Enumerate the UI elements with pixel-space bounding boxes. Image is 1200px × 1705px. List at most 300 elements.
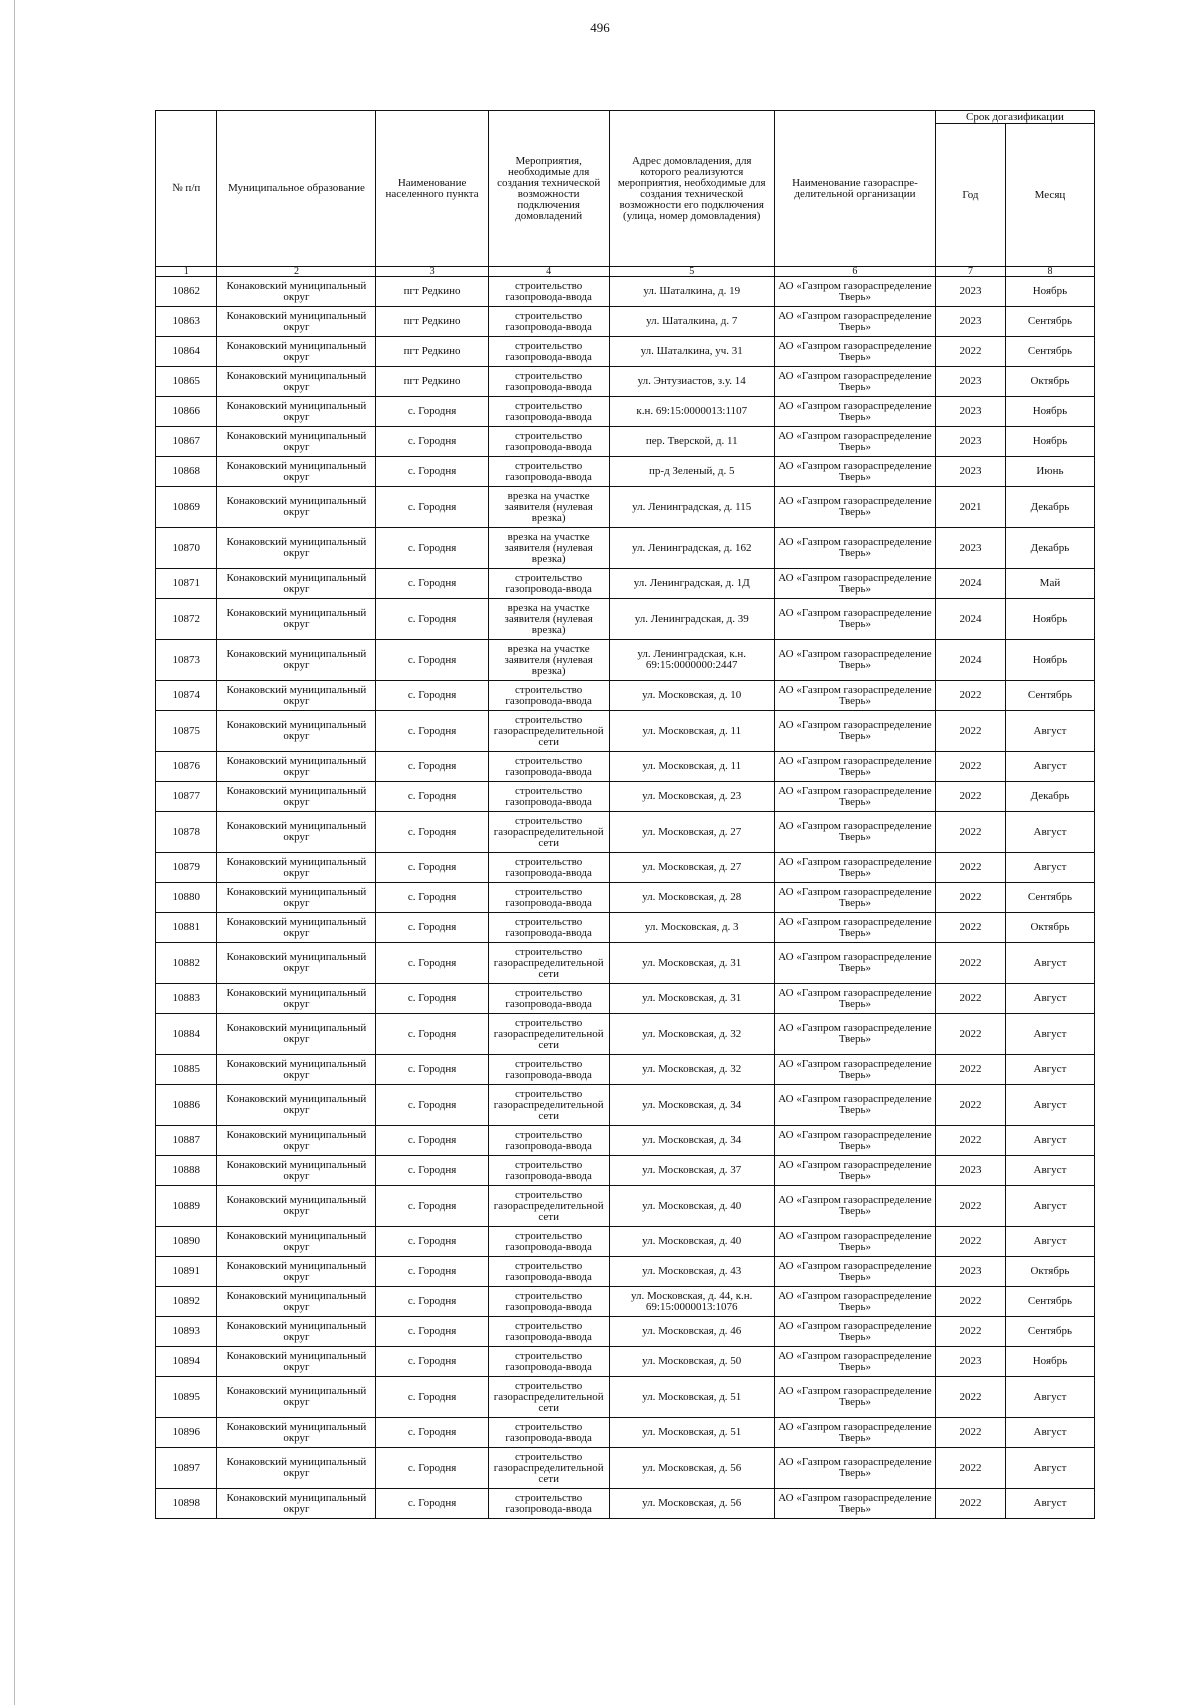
table-row <box>156 1085 1095 1126</box>
gdo-cell: АО «Газпром газораспределение Тверь» <box>774 427 935 457</box>
month-cell: Сентябрь <box>1005 307 1094 337</box>
municipality-cell: Конаковский муниципальный округ <box>217 528 376 569</box>
settlement-cell: с. Городня <box>376 1257 488 1287</box>
settlement-cell: с. Городня <box>376 427 488 457</box>
row-number: 10863 <box>156 307 217 337</box>
address-cell: ул. Московская, д. 46 <box>609 1317 774 1347</box>
measure-cell: строительство газораспределительной сети <box>488 1085 609 1126</box>
year-cell: 2023 <box>935 1347 1005 1377</box>
column-number: 7 <box>935 267 1005 277</box>
measure-cell: строительство газопровода-ввода <box>488 782 609 812</box>
settlement-cell: с. Городня <box>376 883 488 913</box>
year-cell: 2022 <box>935 883 1005 913</box>
row-number: 10869 <box>156 487 217 528</box>
settlement-cell: с. Городня <box>376 1186 488 1227</box>
measure-cell: строительство газопровода-ввода <box>488 397 609 427</box>
address-cell: ул. Ленинградская, д. 162 <box>609 528 774 569</box>
gdo-cell: АО «Газпром газораспределение Тверь» <box>774 1055 935 1085</box>
address-cell: ул. Московская, д. 37 <box>609 1156 774 1186</box>
settlement-cell: с. Городня <box>376 943 488 984</box>
measure-cell: врезка на участке заявителя (нулевая врезка) <box>488 487 609 528</box>
year-cell: 2022 <box>935 1377 1005 1418</box>
year-cell: 2023 <box>935 307 1005 337</box>
settlement-cell: с. Городня <box>376 812 488 853</box>
measure-cell: врезка на участке заявителя (нулевая врезка) <box>488 599 609 640</box>
month-cell: Сентябрь <box>1005 883 1094 913</box>
address-cell: ул. Московская, д. 28 <box>609 883 774 913</box>
settlement-cell: с. Городня <box>376 1287 488 1317</box>
municipality-cell: Конаковский муниципальный округ <box>217 1014 376 1055</box>
header-num: № п/п <box>156 111 217 267</box>
address-cell: ул. Московская, д. 51 <box>609 1418 774 1448</box>
measure-cell: строительство газопровода-ввода <box>488 1156 609 1186</box>
month-cell: Август <box>1005 984 1094 1014</box>
month-cell: Декабрь <box>1005 782 1094 812</box>
row-number: 10885 <box>156 1055 217 1085</box>
address-cell: ул. Московская, д. 44, к.н. 69:15:0000013:1076 <box>609 1287 774 1317</box>
row-number: 10871 <box>156 569 217 599</box>
year-cell: 2022 <box>935 1317 1005 1347</box>
month-cell: Октябрь <box>1005 913 1094 943</box>
header-deadline: Срок догазификации <box>935 111 1094 124</box>
settlement-cell: с. Городня <box>376 984 488 1014</box>
measure-cell: строительство газопровода-ввода <box>488 427 609 457</box>
row-number: 10881 <box>156 913 217 943</box>
month-cell: Август <box>1005 1085 1094 1126</box>
settlement-cell: с. Городня <box>376 752 488 782</box>
address-cell: ул. Московская, д. 40 <box>609 1186 774 1227</box>
address-cell: ул. Московская, д. 11 <box>609 711 774 752</box>
row-number: 10887 <box>156 1126 217 1156</box>
year-cell: 2022 <box>935 1186 1005 1227</box>
row-number: 10865 <box>156 367 217 397</box>
year-cell: 2022 <box>935 943 1005 984</box>
gdo-cell: АО «Газпром газораспределение Тверь» <box>774 1418 935 1448</box>
gdo-cell: АО «Газпром газораспределение Тверь» <box>774 711 935 752</box>
address-cell: ул. Московская, д. 23 <box>609 782 774 812</box>
address-cell: ул. Московская, д. 27 <box>609 853 774 883</box>
gdo-cell: АО «Газпром газораспределение Тверь» <box>774 1377 935 1418</box>
gdo-cell: АО «Газпром газораспределение Тверь» <box>774 913 935 943</box>
address-cell: ул. Московская, д. 10 <box>609 681 774 711</box>
measure-cell: врезка на участке заявителя (нулевая врезка) <box>488 640 609 681</box>
address-cell: ул. Московская, д. 31 <box>609 984 774 1014</box>
month-cell: Ноябрь <box>1005 397 1094 427</box>
year-cell: 2022 <box>935 1418 1005 1448</box>
month-cell: Июнь <box>1005 457 1094 487</box>
table-row <box>156 640 1095 681</box>
table-row <box>156 337 1095 367</box>
header-municipality: Муниципальное образование <box>217 111 376 267</box>
year-cell: 2023 <box>935 397 1005 427</box>
year-cell: 2022 <box>935 1014 1005 1055</box>
measure-cell: строительство газораспределительной сети <box>488 1186 609 1227</box>
month-cell: Сентябрь <box>1005 337 1094 367</box>
year-cell: 2022 <box>935 1489 1005 1519</box>
table-row <box>156 487 1095 528</box>
table-row <box>156 307 1095 337</box>
gdo-cell: АО «Газпром газораспределение Тверь» <box>774 457 935 487</box>
address-cell: к.н. 69:15:0000013:1107 <box>609 397 774 427</box>
measure-cell: строительство газопровода-ввода <box>488 1287 609 1317</box>
address-cell: ул. Шаталкина, д. 7 <box>609 307 774 337</box>
municipality-cell: Конаковский муниципальный округ <box>217 277 376 307</box>
municipality-cell: Конаковский муниципальный округ <box>217 812 376 853</box>
gdo-cell: АО «Газпром газораспределение Тверь» <box>774 1347 935 1377</box>
municipality-cell: Конаковский муниципальный округ <box>217 883 376 913</box>
row-number: 10868 <box>156 457 217 487</box>
gdo-cell: АО «Газпром газораспределение Тверь» <box>774 1287 935 1317</box>
month-cell: Август <box>1005 1186 1094 1227</box>
measure-cell: строительство газораспределительной сети <box>488 1377 609 1418</box>
measure-cell: строительство газопровода-ввода <box>488 1055 609 1085</box>
month-cell: Август <box>1005 812 1094 853</box>
month-cell: Октябрь <box>1005 367 1094 397</box>
address-cell: ул. Московская, д. 56 <box>609 1489 774 1519</box>
measure-cell: строительство газопровода-ввода <box>488 913 609 943</box>
row-number: 10886 <box>156 1085 217 1126</box>
year-cell: 2023 <box>935 367 1005 397</box>
month-cell: Август <box>1005 1055 1094 1085</box>
table-row <box>156 1126 1095 1156</box>
address-cell: ул. Ленинградская, д. 39 <box>609 599 774 640</box>
municipality-cell: Конаковский муниципальный округ <box>217 1418 376 1448</box>
settlement-cell: с. Городня <box>376 782 488 812</box>
gdo-cell: АО «Газпром газораспределение Тверь» <box>774 943 935 984</box>
year-cell: 2022 <box>935 853 1005 883</box>
year-cell: 2023 <box>935 528 1005 569</box>
address-cell: ул. Московская, д. 56 <box>609 1448 774 1489</box>
year-cell: 2024 <box>935 640 1005 681</box>
row-number: 10888 <box>156 1156 217 1186</box>
month-cell: Декабрь <box>1005 528 1094 569</box>
measure-cell: строительство газопровода-ввода <box>488 277 609 307</box>
column-number: 1 <box>156 267 217 277</box>
settlement-cell: пгт Редкино <box>376 277 488 307</box>
gdo-cell: АО «Газпром газораспределение Тверь» <box>774 1014 935 1055</box>
year-cell: 2023 <box>935 457 1005 487</box>
measure-cell: строительство газопровода-ввода <box>488 337 609 367</box>
table-row <box>156 427 1095 457</box>
address-cell: ул. Московская, д. 11 <box>609 752 774 782</box>
year-cell: 2022 <box>935 1287 1005 1317</box>
gdo-cell: АО «Газпром газораспределение Тверь» <box>774 599 935 640</box>
year-cell: 2023 <box>935 1156 1005 1186</box>
gdo-cell: АО «Газпром газораспределение Тверь» <box>774 782 935 812</box>
year-cell: 2022 <box>935 337 1005 367</box>
row-number: 10876 <box>156 752 217 782</box>
header-year: Год <box>935 124 1005 267</box>
municipality-cell: Конаковский муниципальный округ <box>217 427 376 457</box>
address-cell: ул. Московская, д. 32 <box>609 1055 774 1085</box>
row-number: 10897 <box>156 1448 217 1489</box>
gdo-cell: АО «Газпром газораспределение Тверь» <box>774 1257 935 1287</box>
table-row <box>156 367 1095 397</box>
table-row <box>156 1377 1095 1418</box>
address-cell: ул. Шаталкина, уч. 31 <box>609 337 774 367</box>
municipality-cell: Конаковский муниципальный округ <box>217 1126 376 1156</box>
year-cell: 2022 <box>935 782 1005 812</box>
address-cell: ул. Ленинградская, д. 1Д <box>609 569 774 599</box>
municipality-cell: Конаковский муниципальный округ <box>217 1347 376 1377</box>
row-number: 10893 <box>156 1317 217 1347</box>
settlement-cell: с. Городня <box>376 1126 488 1156</box>
address-cell: пер. Тверской, д. 11 <box>609 427 774 457</box>
settlement-cell: пгт Редкино <box>376 367 488 397</box>
municipality-cell: Конаковский муниципальный округ <box>217 457 376 487</box>
measure-cell: строительство газопровода-ввода <box>488 1489 609 1519</box>
column-number: 6 <box>774 267 935 277</box>
settlement-cell: с. Городня <box>376 640 488 681</box>
row-number: 10889 <box>156 1186 217 1227</box>
settlement-cell: пгт Редкино <box>376 337 488 367</box>
row-number: 10892 <box>156 1287 217 1317</box>
measure-cell: строительство газораспределительной сети <box>488 812 609 853</box>
month-cell: Ноябрь <box>1005 1347 1094 1377</box>
page-number: 496 <box>590 20 610 35</box>
gdo-cell: АО «Газпром газораспределение Тверь» <box>774 337 935 367</box>
table-row <box>156 599 1095 640</box>
header-gdo: Наименование газораспре-делительной организации <box>774 111 935 267</box>
address-cell: ул. Московская, д. 43 <box>609 1257 774 1287</box>
table-row <box>156 913 1095 943</box>
year-cell: 2024 <box>935 599 1005 640</box>
row-number: 10874 <box>156 681 217 711</box>
table-row <box>156 1186 1095 1227</box>
gdo-cell: АО «Газпром газораспределение Тверь» <box>774 307 935 337</box>
year-cell: 2022 <box>935 913 1005 943</box>
gdo-cell: АО «Газпром газораспределение Тверь» <box>774 984 935 1014</box>
month-cell: Сентябрь <box>1005 1317 1094 1347</box>
municipality-cell: Конаковский муниципальный округ <box>217 1377 376 1418</box>
year-cell: 2022 <box>935 681 1005 711</box>
table-row <box>156 1448 1095 1489</box>
gdo-cell: АО «Газпром газораспределение Тверь» <box>774 367 935 397</box>
header-settlement: Наименование населенного пункта <box>376 111 488 267</box>
settlement-cell: с. Городня <box>376 1055 488 1085</box>
municipality-cell: Конаковский муниципальный округ <box>217 1489 376 1519</box>
row-number: 10866 <box>156 397 217 427</box>
month-cell: Декабрь <box>1005 487 1094 528</box>
municipality-cell: Конаковский муниципальный округ <box>217 943 376 984</box>
settlement-cell: пгт Редкино <box>376 307 488 337</box>
settlement-cell: с. Городня <box>376 681 488 711</box>
gdo-cell: АО «Газпром газораспределение Тверь» <box>774 1489 935 1519</box>
address-cell: ул. Ленинградская, к.н. 69:15:0000000:2447 <box>609 640 774 681</box>
gdo-cell: АО «Газпром газораспределение Тверь» <box>774 1448 935 1489</box>
municipality-cell: Конаковский муниципальный округ <box>217 397 376 427</box>
measure-cell: строительство газопровода-ввода <box>488 307 609 337</box>
table-row <box>156 1317 1095 1347</box>
month-cell: Август <box>1005 853 1094 883</box>
month-cell: Август <box>1005 943 1094 984</box>
row-number: 10895 <box>156 1377 217 1418</box>
year-cell: 2023 <box>935 277 1005 307</box>
municipality-cell: Конаковский муниципальный округ <box>217 1055 376 1085</box>
measure-cell: строительство газопровода-ввода <box>488 367 609 397</box>
month-cell: Октябрь <box>1005 1257 1094 1287</box>
month-cell: Сентябрь <box>1005 1287 1094 1317</box>
address-cell: ул. Московская, д. 34 <box>609 1126 774 1156</box>
measure-cell: строительство газопровода-ввода <box>488 1317 609 1347</box>
gdo-cell: АО «Газпром газораспределение Тверь» <box>774 1156 935 1186</box>
table-row <box>156 397 1095 427</box>
page-edge-rule <box>14 0 15 1705</box>
table-row <box>156 1287 1095 1317</box>
address-cell: ул. Московская, д. 34 <box>609 1085 774 1126</box>
header-address: Адрес домовладения, для которого реализуются мероприятия, необходимые для создания технической возможности его подключения (улица, номер домовладения) <box>609 111 774 267</box>
settlement-cell: с. Городня <box>376 853 488 883</box>
gdo-cell: АО «Газпром газораспределение Тверь» <box>774 487 935 528</box>
table-row <box>156 1257 1095 1287</box>
row-number: 10879 <box>156 853 217 883</box>
table-row <box>156 1156 1095 1186</box>
year-cell: 2022 <box>935 812 1005 853</box>
year-cell: 2022 <box>935 1126 1005 1156</box>
municipality-cell: Конаковский муниципальный округ <box>217 752 376 782</box>
gdo-cell: АО «Газпром газораспределение Тверь» <box>774 1227 935 1257</box>
row-number: 10873 <box>156 640 217 681</box>
municipality-cell: Конаковский муниципальный округ <box>217 681 376 711</box>
month-cell: Сентябрь <box>1005 681 1094 711</box>
municipality-cell: Конаковский муниципальный округ <box>217 487 376 528</box>
municipality-cell: Конаковский муниципальный округ <box>217 569 376 599</box>
municipality-cell: Конаковский муниципальный округ <box>217 1156 376 1186</box>
row-number: 10877 <box>156 782 217 812</box>
gdo-cell: АО «Газпром газораспределение Тверь» <box>774 277 935 307</box>
measure-cell: строительство газопровода-ввода <box>488 1227 609 1257</box>
municipality-cell: Конаковский муниципальный округ <box>217 367 376 397</box>
row-number: 10862 <box>156 277 217 307</box>
settlement-cell: с. Городня <box>376 1377 488 1418</box>
header-month: Месяц <box>1005 124 1094 267</box>
municipality-cell: Конаковский муниципальный округ <box>217 853 376 883</box>
measure-cell: врезка на участке заявителя (нулевая врезка) <box>488 528 609 569</box>
row-number: 10884 <box>156 1014 217 1055</box>
year-cell: 2022 <box>935 1085 1005 1126</box>
row-number: 10882 <box>156 943 217 984</box>
header-measures: Мероприятия, необходимые для создания технической возможности подключения домовладений <box>488 111 609 267</box>
address-cell: пр-д Зеленый, д. 5 <box>609 457 774 487</box>
municipality-cell: Конаковский муниципальный округ <box>217 1317 376 1347</box>
column-number: 8 <box>1005 267 1094 277</box>
row-number: 10896 <box>156 1418 217 1448</box>
year-cell: 2022 <box>935 752 1005 782</box>
gasification-table <box>155 110 1095 1519</box>
gdo-cell: АО «Газпром газораспределение Тверь» <box>774 1186 935 1227</box>
gdo-cell: АО «Газпром газораспределение Тверь» <box>774 1085 935 1126</box>
row-number: 10880 <box>156 883 217 913</box>
measure-cell: строительство газопровода-ввода <box>488 681 609 711</box>
municipality-cell: Конаковский муниципальный округ <box>217 1085 376 1126</box>
month-cell: Май <box>1005 569 1094 599</box>
municipality-cell: Конаковский муниципальный округ <box>217 1186 376 1227</box>
table-row <box>156 1055 1095 1085</box>
settlement-cell: с. Городня <box>376 1227 488 1257</box>
month-cell: Август <box>1005 711 1094 752</box>
measure-cell: строительство газораспределительной сети <box>488 711 609 752</box>
municipality-cell: Конаковский муниципальный округ <box>217 711 376 752</box>
column-number: 4 <box>488 267 609 277</box>
settlement-cell: с. Городня <box>376 1085 488 1126</box>
row-number: 10875 <box>156 711 217 752</box>
month-cell: Август <box>1005 1126 1094 1156</box>
row-number: 10878 <box>156 812 217 853</box>
gdo-cell: АО «Газпром газораспределение Тверь» <box>774 812 935 853</box>
row-number: 10883 <box>156 984 217 1014</box>
gdo-cell: АО «Газпром газораспределение Тверь» <box>774 569 935 599</box>
month-cell: Август <box>1005 1418 1094 1448</box>
month-cell: Август <box>1005 1227 1094 1257</box>
municipality-cell: Конаковский муниципальный округ <box>217 782 376 812</box>
table-row <box>156 1418 1095 1448</box>
row-number: 10891 <box>156 1257 217 1287</box>
municipality-cell: Конаковский муниципальный округ <box>217 599 376 640</box>
row-number: 10898 <box>156 1489 217 1519</box>
month-cell: Август <box>1005 1156 1094 1186</box>
gdo-cell: АО «Газпром газораспределение Тверь» <box>774 1317 935 1347</box>
settlement-cell: с. Городня <box>376 487 488 528</box>
measure-cell: строительство газораспределительной сети <box>488 943 609 984</box>
municipality-cell: Конаковский муниципальный округ <box>217 984 376 1014</box>
measure-cell: строительство газопровода-ввода <box>488 457 609 487</box>
address-cell: ул. Ленинградская, д. 115 <box>609 487 774 528</box>
table-row <box>156 782 1095 812</box>
row-number: 10894 <box>156 1347 217 1377</box>
table-row <box>156 943 1095 984</box>
year-cell: 2022 <box>935 984 1005 1014</box>
table-row <box>156 569 1095 599</box>
table-row <box>156 528 1095 569</box>
row-number: 10872 <box>156 599 217 640</box>
table-row <box>156 984 1095 1014</box>
municipality-cell: Конаковский муниципальный округ <box>217 1448 376 1489</box>
month-cell: Август <box>1005 752 1094 782</box>
measure-cell: строительство газопровода-ввода <box>488 984 609 1014</box>
address-cell: ул. Московская, д. 3 <box>609 913 774 943</box>
municipality-cell: Конаковский муниципальный округ <box>217 307 376 337</box>
row-number: 10867 <box>156 427 217 457</box>
measure-cell: строительство газопровода-ввода <box>488 883 609 913</box>
month-cell: Ноябрь <box>1005 427 1094 457</box>
measure-cell: строительство газораспределительной сети <box>488 1448 609 1489</box>
gdo-cell: АО «Газпром газораспределение Тверь» <box>774 752 935 782</box>
address-cell: ул. Московская, д. 31 <box>609 943 774 984</box>
address-cell: ул. Московская, д. 50 <box>609 1347 774 1377</box>
settlement-cell: с. Городня <box>376 1014 488 1055</box>
month-cell: Август <box>1005 1489 1094 1519</box>
year-cell: 2022 <box>935 711 1005 752</box>
address-cell: ул. Московская, д. 27 <box>609 812 774 853</box>
table-row <box>156 853 1095 883</box>
year-cell: 2021 <box>935 487 1005 528</box>
row-number: 10864 <box>156 337 217 367</box>
address-cell: ул. Московская, д. 32 <box>609 1014 774 1055</box>
table-row <box>156 1227 1095 1257</box>
month-cell: Август <box>1005 1448 1094 1489</box>
year-cell: 2023 <box>935 1257 1005 1287</box>
year-cell: 2022 <box>935 1055 1005 1085</box>
table-row <box>156 457 1095 487</box>
table-row <box>156 812 1095 853</box>
column-number-row <box>156 267 1095 277</box>
municipality-cell: Конаковский муниципальный округ <box>217 1257 376 1287</box>
measure-cell: строительство газопровода-ввода <box>488 1347 609 1377</box>
month-cell: Август <box>1005 1014 1094 1055</box>
month-cell: Ноябрь <box>1005 277 1094 307</box>
row-number: 10870 <box>156 528 217 569</box>
settlement-cell: с. Городня <box>376 711 488 752</box>
